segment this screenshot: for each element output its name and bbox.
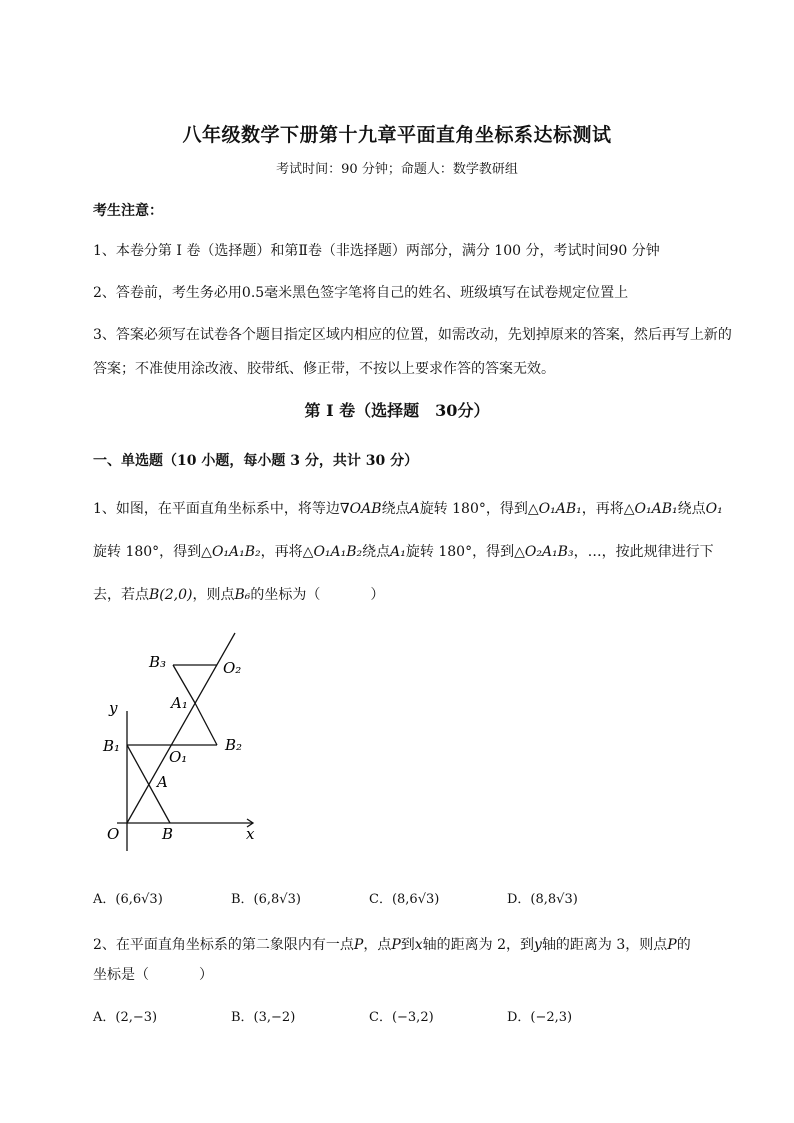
label-O: O bbox=[107, 825, 120, 843]
part-heading: 一、单选题（10 小题，每小题 3 分，共计 30 分） bbox=[93, 453, 419, 469]
label-O2: O₂ bbox=[223, 659, 242, 677]
label-x: x bbox=[246, 825, 255, 843]
option-c[interactable]: C．(8,6√3) bbox=[369, 892, 440, 907]
label-O1: O₁ bbox=[169, 748, 188, 766]
notice-item-3: 3、答案必须写在试卷各个题目指定区域内相应的位置，如需改动，先划掉原来的答案，然后再写上新的答案；不准使用涂改液、胶带纸、修正带，不按以上要求作答的答案无效。 bbox=[93, 327, 732, 377]
option-c[interactable]: C．(−3,2) bbox=[369, 1010, 434, 1025]
diagonal-line bbox=[127, 633, 235, 823]
section-title: 第 I 卷（选择题 30分） bbox=[304, 401, 490, 420]
notice-item-2: 2、答卷前，考生务必用0.5毫米黑色签字笔将自己的姓名、班级填写在试卷规定位置上 bbox=[93, 285, 629, 301]
option-b[interactable]: B．(3,−2) bbox=[231, 1010, 296, 1025]
page-title: 八年级数学下册第十九章平面直角坐标系达标测试 bbox=[182, 124, 612, 146]
exam-info: 考试时间：90 分钟；命题人：数学教研组 bbox=[276, 162, 518, 177]
label-B1: B₁ bbox=[103, 737, 121, 755]
label-B2: B₂ bbox=[225, 736, 243, 754]
notice-heading: 考生注意： bbox=[93, 203, 163, 219]
question-1-text: 1、如图，在平面直角坐标系中，将等边∇OAB绕点A旋转 180°，得到△O₁AB₁，再将△O₁AB₁绕点O₁ 旋转 180°，得到△O₁A₁B₂，再将△O₁A₁B₂绕点A₁旋转 180°，得到△O₂A₁B₃，…，按此规律进行下 去，若点B(2,0)，则点B₆的坐标为（ ） bbox=[93, 501, 723, 603]
label-A1: A₁ bbox=[171, 694, 188, 712]
option-b[interactable]: B．(6,8√3) bbox=[231, 892, 301, 907]
option-d[interactable]: D．(−2,3) bbox=[507, 1010, 573, 1025]
option-a[interactable]: A．(2,−3) bbox=[93, 1010, 158, 1025]
coordinate-figure bbox=[95, 625, 275, 855]
label-B3: B₃ bbox=[149, 653, 167, 671]
question-2-text: 2、在平面直角坐标系的第二象限内有一点P，点P到x轴的距离为 2，到y轴的距离为 3，则点P的 坐标是（ ） bbox=[93, 937, 691, 983]
label-B: B bbox=[162, 825, 174, 843]
option-d[interactable]: D．(8,8√3) bbox=[507, 892, 578, 907]
label-y: y bbox=[109, 699, 118, 717]
notice-item-1: 1、本卷分第 I 卷（选择题）和第Ⅱ卷（非选择题）两部分，满分 100 分，考试时间90 分钟 bbox=[93, 243, 660, 259]
label-A: A bbox=[157, 773, 168, 791]
option-a[interactable]: A．(6,6√3) bbox=[93, 892, 163, 907]
